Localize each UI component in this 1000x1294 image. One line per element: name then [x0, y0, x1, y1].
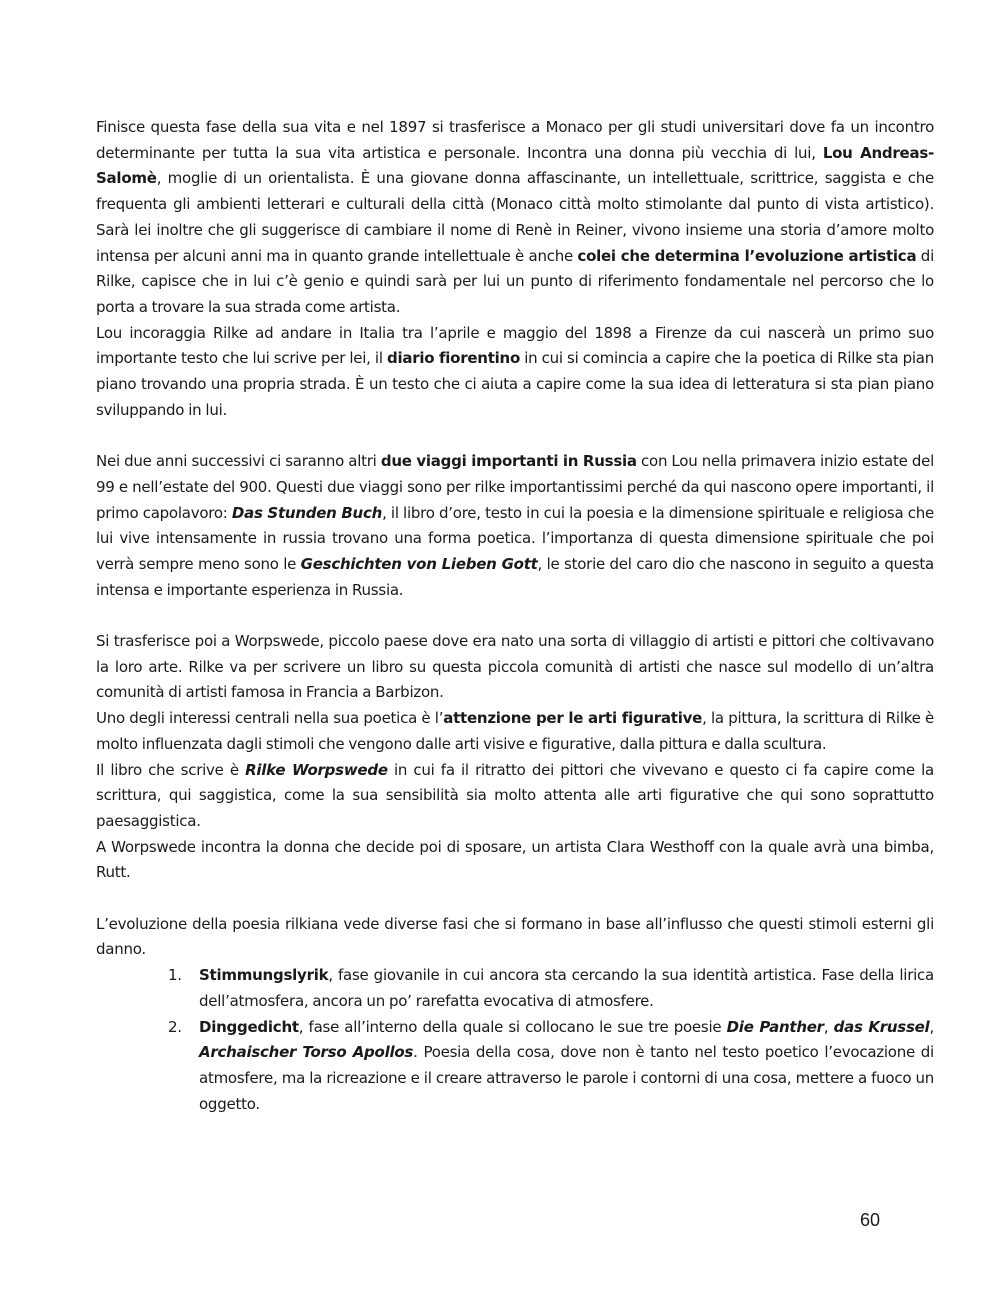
text-run: di Rilke, capisce che in lui c’è genio e quindi sarà per lui un punto di riferimento fondamentale nel percorso che lo porta a trovare la sua strada come artista.: [96, 246, 934, 316]
list-number: 1.: [168, 966, 182, 985]
text-run: ,: [929, 1017, 934, 1036]
text-run: in cui si comincia a capire che la poetica di Rilke sta pian piano trovando una propria strada. È un testo che ci aiuta a capire come la sua idea di letteratura si sta pian piano sviluppando in lui.: [96, 349, 935, 419]
bold-evoluzione-artistica: colei che determina l’evoluzione artistica: [577, 246, 917, 265]
bold-dinggedicht: Dinggedicht: [199, 1017, 299, 1036]
paragraph-rilke-worpswede: [96, 758, 934, 835]
paragraph-arti-figurative: [96, 706, 934, 757]
text-run: Uno degli interessi centrali nella sua poetica è l’: [96, 709, 444, 728]
text-run: Finisce questa fase della sua vita e nel 1897 si trasferisce a Monaco per gli studi universitari dove fa un incontro determinante per tutta la sua vita artistica e personale. Incontra una donna più vecchia di lui,: [96, 118, 934, 162]
text-run: con Lou nella primavera inizio estate del 99 e nell’estate del 900. Questi due viaggi sono per rilke importantissimi perché da qui nascono opere importanti, il primo capolavoro:: [96, 452, 934, 522]
paragraph-worpswede: [96, 629, 934, 706]
list-number: 2.: [168, 1017, 182, 1036]
text-run: , la pittura, la scrittura di Rilke è molto influenzata dagli stimoli che vengono dalle arti visive e figurative, dalla pittura e dalla scultura.: [96, 709, 934, 753]
text-run: , le storie del caro dio che nascono in seguito a questa intensa e importante esperienza in Russia.: [96, 554, 934, 599]
title-geschichten-von-lieben-gott: Geschichten von Lieben Gott: [300, 554, 538, 573]
paragraph-monaco: [96, 115, 934, 321]
text-run: Nei due anni successivi ci saranno altri: [96, 452, 381, 471]
list-item: [168, 963, 934, 1014]
text-run: ,: [823, 1017, 834, 1036]
bold-diario-fiorentino: diario fiorentino: [386, 349, 521, 368]
title-die-panther: Die Panther: [726, 1017, 824, 1036]
bold-arti-figurative: attenzione per le arti figurative: [443, 709, 703, 728]
text-run: . Poesia della cosa, dove non è tanto nel testo poetico l’evocazione di atmosfere, ma la ricreazione e il creare attraverso le parole i contorni di una cosa, mettere a fuoco un oggetto.: [199, 1043, 934, 1113]
paragraph-gap: [96, 423, 934, 449]
text-run: Il libro che scrive è: [96, 760, 246, 779]
list-item: [168, 1015, 934, 1118]
paragraph-gap: [96, 886, 934, 912]
phases-list: [96, 963, 934, 1117]
page-body: [96, 115, 934, 1117]
text-run: , fase all’interno della quale si collocano le sue tre poesie: [298, 1017, 727, 1036]
paragraph-russia: [96, 449, 934, 603]
bold-viaggi-russia: due viaggi importanti in Russia: [380, 452, 637, 471]
title-das-stunden-buch: Das Stunden Buch: [231, 503, 383, 522]
text-run: Si trasferisce poi a Worpswede, piccolo paese dove era nato una sorta di villaggio di artisti e pittori che coltivavano la loro arte. Rilke va per scrivere un libro su questa piccola comunità di artisti che nasce sul modello di un’altra comunità di artisti famosa in Francia a Barbizon.: [96, 632, 934, 702]
text-run: , fase giovanile in cui ancora sta cercando la sua identità artistica. Fase della lirica dell’atmosfera, ancora un po’ rarefatta evocativa di atmosfere.: [199, 966, 934, 1010]
paragraph-evoluzione: [96, 912, 934, 963]
text-run: , il libro d’ore, testo in cui la poesia e la dimensione spirituale e religiosa che lui vive intensamente in russia trovano una forma poetica. l’importanza di questa dimensione spirituale che poi verrà sempre meno sono le: [96, 503, 934, 573]
text-run: in cui fa il ritratto dei pittori che vivevano e questo ci fa capire come la scrittura, qui saggistica, come la sua sensibilità sia molto attenta alle arti figurative che qui sono soprattutto paesaggistica.: [96, 760, 934, 830]
bold-stimmungslyrik: Stimmungslyrik: [199, 966, 329, 985]
text-run: A Worpswede incontra la donna che decide poi di sposare, un artista Clara Westhoff con la quale avrà una bimba, Rutt.: [96, 837, 934, 882]
bold-lou-andreas-salome: Lou Andreas-Salomè: [96, 143, 934, 188]
paragraph-firenze: [96, 321, 934, 424]
paragraph-gap: [96, 603, 934, 629]
text-run: Lou incoraggia Rilke ad andare in Italia tra l’aprile e maggio del 1898 a Firenze da cui nascerà un primo suo importante testo che lui scrive per lei, il: [96, 323, 934, 368]
text-run: L’evoluzione della poesia rilkiana vede diverse fasi che si formano in base all’influsso che questi stimoli esterni gli danno.: [96, 914, 934, 959]
page-number: 60: [860, 1210, 881, 1230]
title-archaischer-torso-apollos: Archaischer Torso Apollos: [199, 1043, 414, 1062]
title-das-krussel: das Krussel: [833, 1017, 930, 1036]
text-run: , moglie di un orientalista. È una giovane donna affascinante, un intellettuale, scrittrice, saggista e che frequenta gli ambienti letterari e culturali della città (Monaco città molto stimolante dal punto di vista artistico). Sarà lei inoltre che gli suggerisce di cambiare il nome di Renè in Reiner, vivono insieme una storia d’amore molto intensa per alcuni anni ma in quanto grande intellettuale è anche: [96, 169, 934, 265]
title-rilke-worpswede: Rilke Worpswede: [245, 760, 388, 779]
paragraph-clara-westhoff: [96, 835, 934, 886]
